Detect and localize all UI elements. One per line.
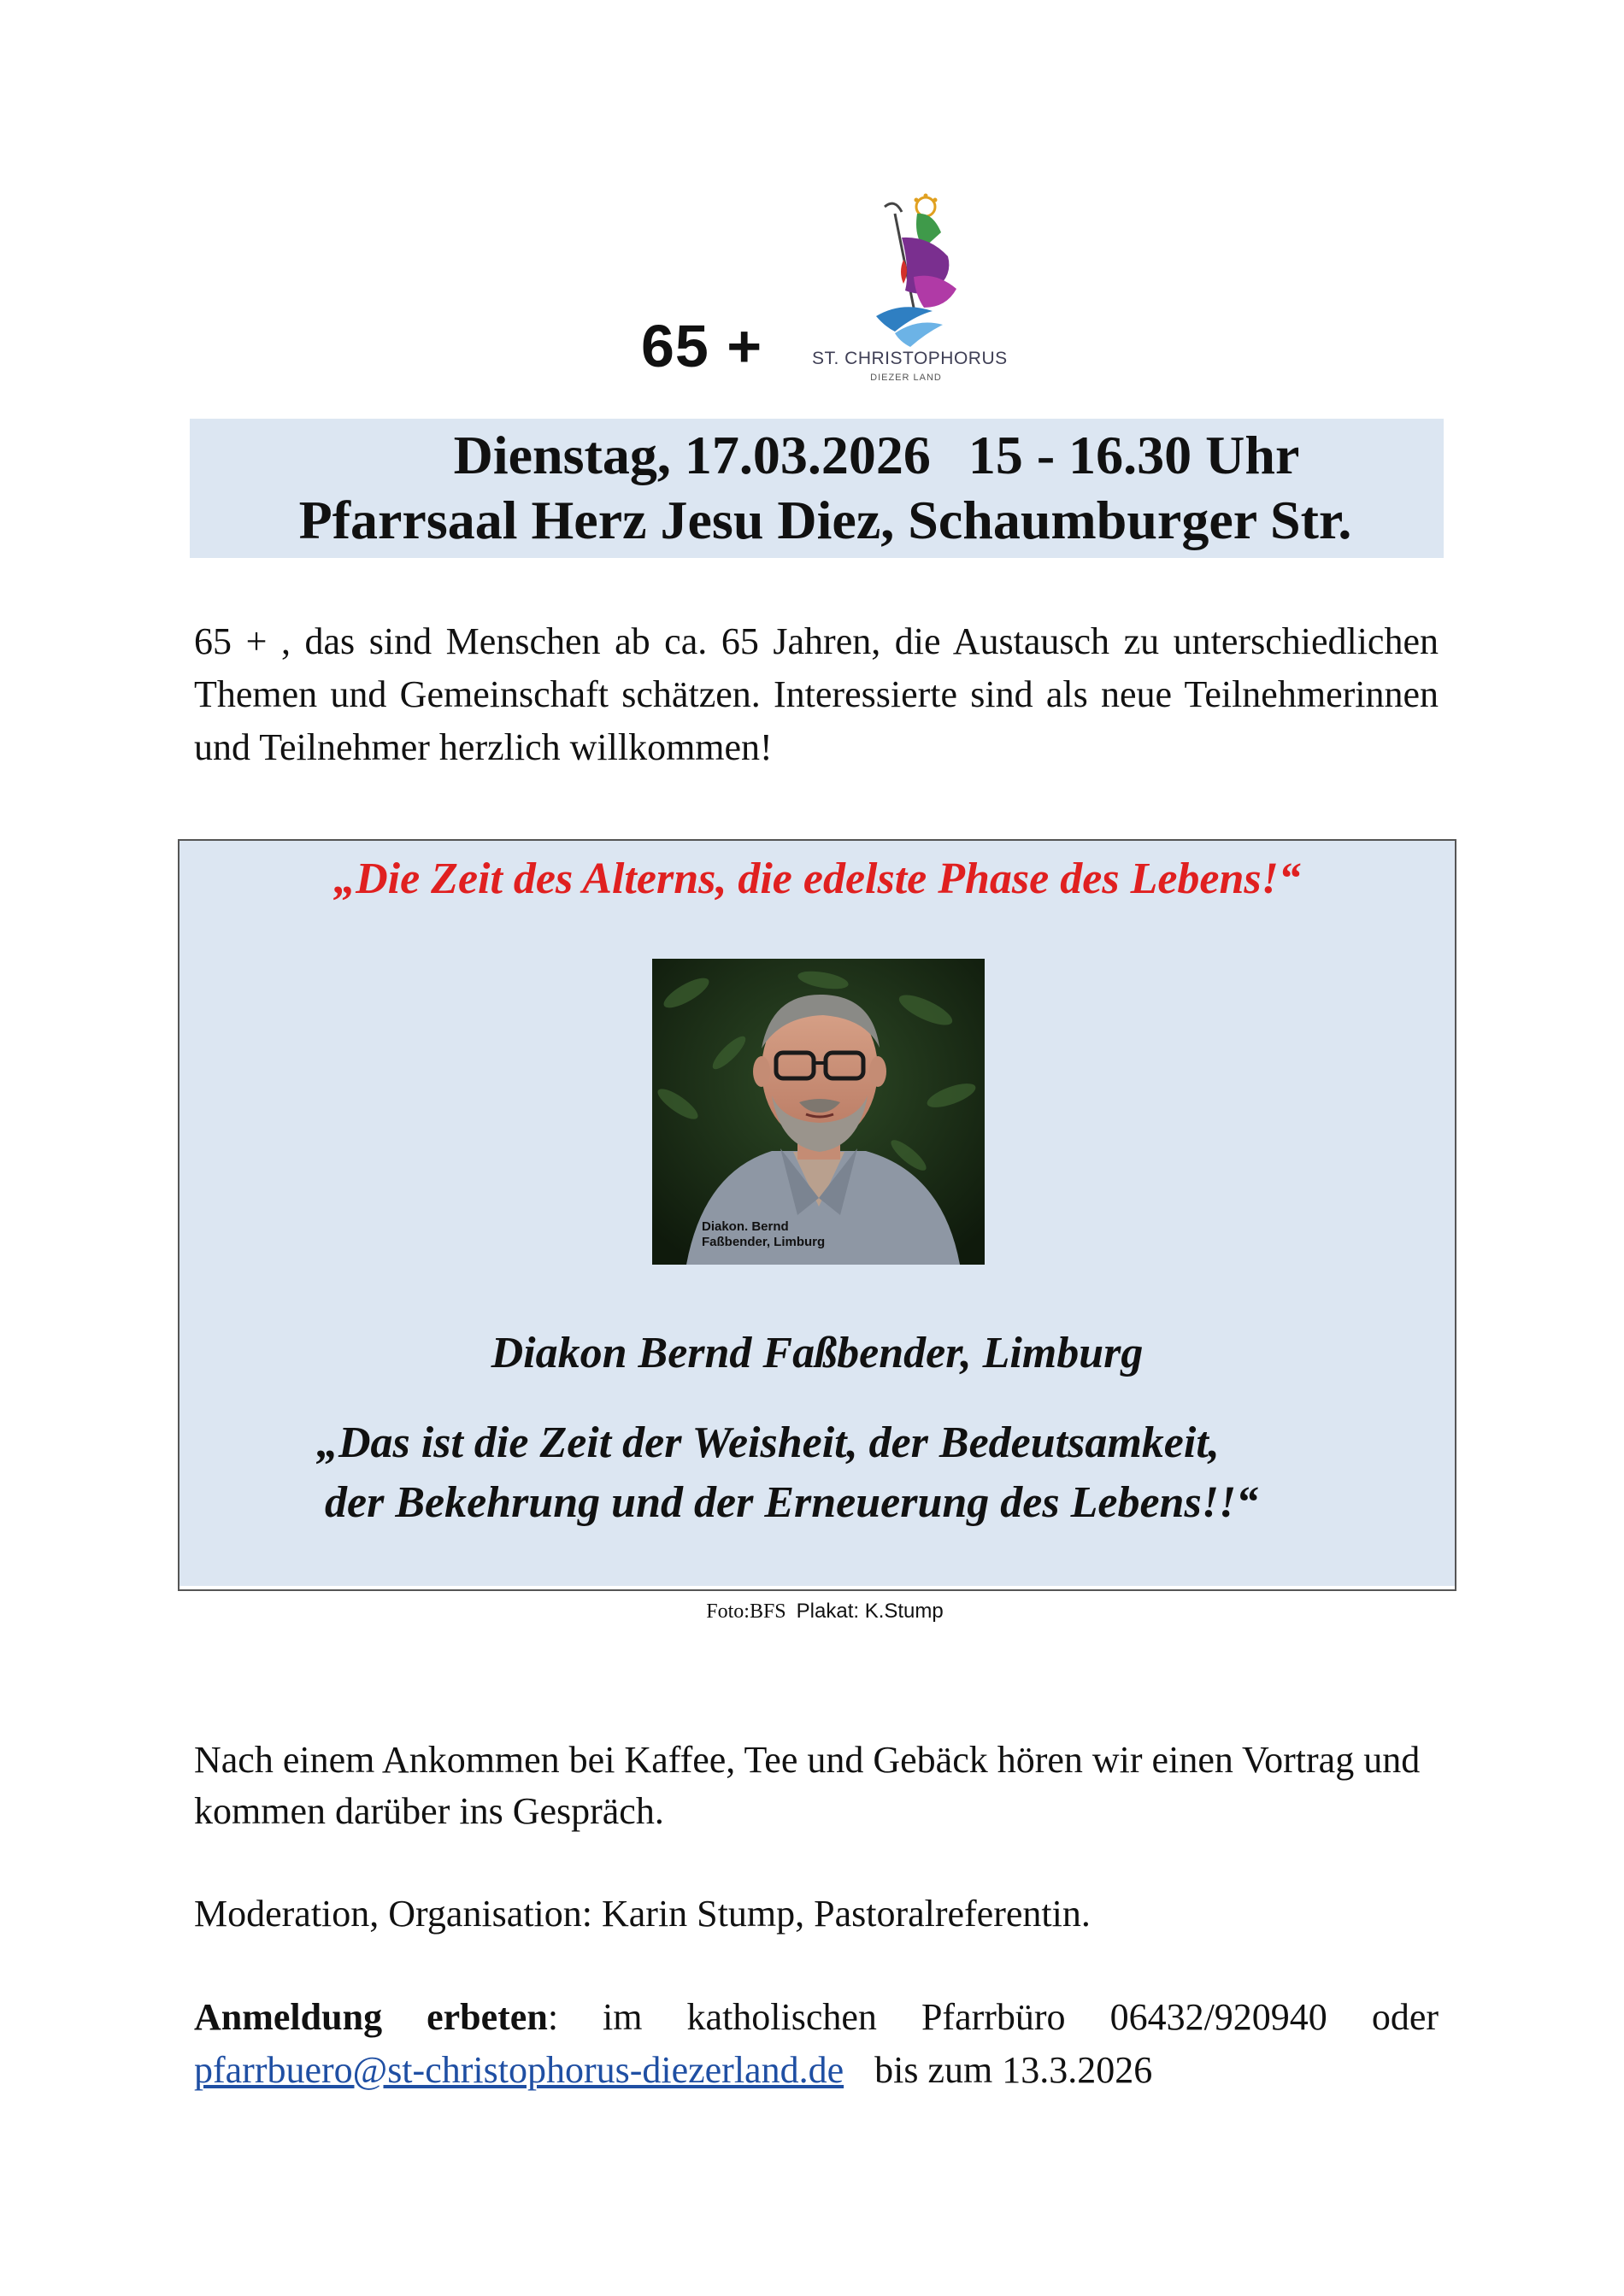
poster-credit: Plakat: K.Stump xyxy=(796,1600,944,1623)
speaker-photo xyxy=(652,959,985,1265)
talk-quote xyxy=(316,1413,1342,1533)
event-date: Dienstag, 17.03.2026 xyxy=(453,425,931,485)
logo-subtitle: DIEZER LAND xyxy=(870,373,942,383)
event-date-time xyxy=(190,426,1444,485)
page-header xyxy=(0,171,1624,385)
program-paragraph: Nach einem Ankommen bei Kaffee, Tee und Gebäck hören wir einen Vortrag und kommen darüber ins Gespräch. xyxy=(194,1739,1421,1832)
image-credits xyxy=(0,1600,1624,1624)
st-christophorus-logo-icon xyxy=(850,188,962,350)
intro-paragraph: 65 + , das sind Menschen ab ca. 65 Jahren, die Austausch zu unterschiedlichen Themen und Gemeinschaft schätzen. Interessierte sind als neue Teilnehmerinnen und Teilnehmer herzlich willkommen! xyxy=(194,620,1439,768)
registration-text: : im katholischen Pfarrbüro 06432/920940 oder xyxy=(547,1996,1439,2038)
logo-name: ST. CHRISTOPHORUS xyxy=(812,349,1008,368)
photo-caption: Diakon. Bernd Faßbender, Limburg xyxy=(702,1219,826,1249)
registration-label: Anmeldung erbeten xyxy=(194,1996,548,2038)
talk-quote-line-1: „Das ist die Zeit der Weisheit, der Bedeutsamkeit, xyxy=(316,1418,1220,1467)
speaker-name: Diakon Bernd Faßbender, Limburg xyxy=(491,1329,1144,1377)
talk-quote-line-2: der Bekehrung und der Erneuerung des Lebens!!“ xyxy=(325,1478,1259,1527)
registration-info xyxy=(194,1991,1439,2097)
registration-deadline: bis zum 13.3.2026 xyxy=(874,2049,1153,2091)
talk-box xyxy=(178,839,1456,1591)
event-banner xyxy=(190,419,1444,558)
organizer-line: Moderation, Organisation: Karin Stump, Pastoralreferentin. xyxy=(194,1893,1091,1935)
event-time: 15 - 16.30 Uhr xyxy=(968,425,1300,485)
talk-title: „Die Zeit des Alterns, die edelste Phase des Lebens!“ xyxy=(333,854,1301,903)
photo-credit: Foto:BFS xyxy=(706,1600,786,1623)
parish-logo xyxy=(812,188,1008,386)
group-label: 65 + xyxy=(641,313,763,379)
event-venue: Pfarrsaal Herz Jesu Diez, Schaumburger Str. xyxy=(298,490,1352,550)
registration-email-link[interactable]: pfarrbuero@st-christophorus-diezerland.de xyxy=(194,2049,844,2091)
